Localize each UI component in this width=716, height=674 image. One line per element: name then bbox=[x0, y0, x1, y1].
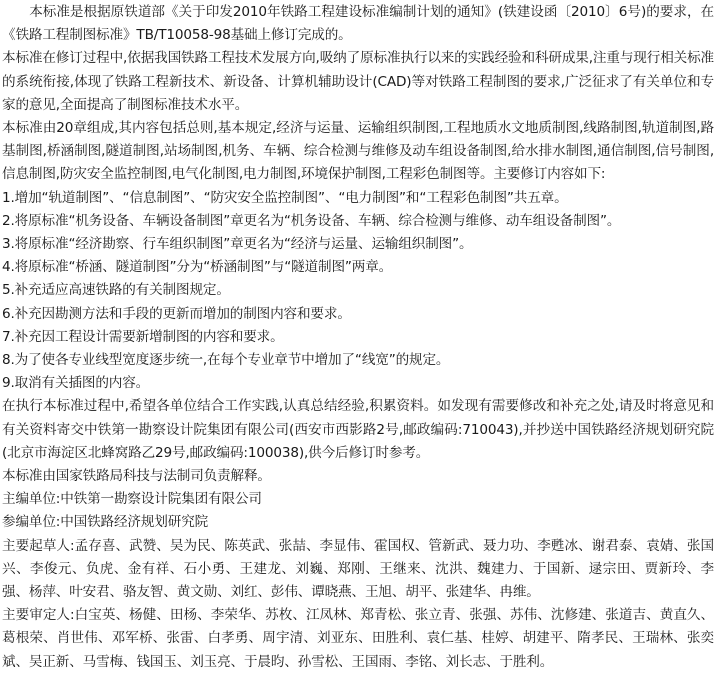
chief-editor-unit: 主编单位:中铁第一勘察设计院集团有限公司 bbox=[2, 491, 262, 508]
reviewers-list: 主要审定人:白宝英、杨健、田杨、李荣华、苏枚、江凤林、郑青松、张立青、张强、苏伟、沈修建、张道吉、黄直久、葛根荣、肖世伟、邓军桥、张雷、白孝勇、周宇清、刘亚东、田胜利、袁仁基、桂婷、胡建平、隋孝民、王瑞林、张奕斌、吴正新、马雪梅、钱国玉、刘玉亮、于晨昀、孙雪松、王国雨、李铭、刘长志、于胜利。 bbox=[2, 607, 714, 670]
revision-item-7: 7.补充因工程设计需要新增制图的内容和要求。 bbox=[2, 328, 284, 345]
document-body bbox=[2, 1, 714, 674]
revision-item-5: 5.补充适应高速铁路的有关制图规定。 bbox=[2, 282, 230, 299]
intro-paragraph: 本标准是根据原铁道部《关于印发2010年铁路工程建设标准编制计划的通知》(铁建设函〔2010〕6号)的要求，在《铁路工程制图标准》TB/T10058-98基础上修订完成的。 bbox=[2, 4, 714, 44]
revision-item-3: 3.将原标准“经济勘察、行车组织制图”章更名为“经济与运量、运输组织制图”。 bbox=[2, 236, 473, 253]
revision-item-6: 6.补充因勘测方法和手段的更新而增加的制图内容和要求。 bbox=[2, 305, 351, 322]
revision-item-4: 4.将原标准“桥涵、隧道制图”分为“桥涵制图”与“隧道制图”两章。 bbox=[2, 259, 393, 276]
revision-item-8: 8.为了使各专业线型宽度逐步统一,在每个专业章节中增加了“线宽”的规定。 bbox=[2, 352, 450, 369]
feedback-paragraph: 在执行本标准过程中,希望各单位结合工作实践,认真总结经验,积累资料。如发现有需要修改和补充之处,请及时将意见和有关资料寄交中铁第一勘察设计院集团有限公司(西安市西影路2号,邮政编码:710043),并抄送中国铁路经济规划研究院(北京市海淀区北蜂窝路乙29号,邮政编码:100038),供今后修订时参考。 bbox=[2, 398, 714, 461]
revision-item-9: 9.取消有关插图的内容。 bbox=[2, 375, 150, 392]
revision-process-paragraph: 本标准在修订过程中,依据我国铁路工程技术发展方向,吸纳了原标准执行以来的实践经验和科研成果,注重与现行相关标准的系统衔接,体现了铁路工程新技术、新设备、计算机辅助设计(CAD)等对铁路工程制图的要求,广泛征求了有关单位和专家的意见,全面提高了制图标准技术水平。 bbox=[2, 50, 714, 113]
contents-paragraph: 本标准由20章组成,其内容包括总则,基本规定,经济与运量、运输组织制图,工程地质水文地质制图,线路制图,轨道制图,路基制图,桥涵制图,隧道制图,站场制图,机务、车辆、综合检测与维修及动车组设备制图,给水排水制图,通信制图,信号制图,信息制图,防灾安全监控制图,电气化制图,电力制图,环境保护制图,工程彩色制图等。主要修订内容如下: bbox=[2, 120, 714, 183]
drafters-list: 主要起草人:孟存喜、武赞、吴为民、陈英武、张喆、李显伟、霍国权、管新武、聂力功、李甦冰、谢君泰、袁婧、张国兴、李俊元、负虎、金有祥、石小勇、王建龙、刘巍、郑刚、王继来、沈洪、魏建力、于国新、逯宗田、贾新玲、李强、杨萍、叶安君、骆友智、黄文勋、刘红、彭伟、谭晓燕、王旭、胡平、张建华、冉维。 bbox=[2, 537, 714, 601]
revision-item-1: 1.增加“轨道制图”、“信息制图”、“防灾安全监控制图”、“电力制图”和“工程彩色制图”共五章。 bbox=[2, 189, 568, 206]
participating-unit: 参编单位:中国铁路经济规划研究院 bbox=[2, 514, 209, 531]
interpretation-paragraph: 本标准由国家铁路局科技与法制司负责解释。 bbox=[2, 468, 271, 485]
revision-item-2: 2.将原标准“机务设备、车辆设备制图”章更名为“机务设备、车辆、综合检测与维修、动车组设备制图”。 bbox=[2, 212, 621, 229]
